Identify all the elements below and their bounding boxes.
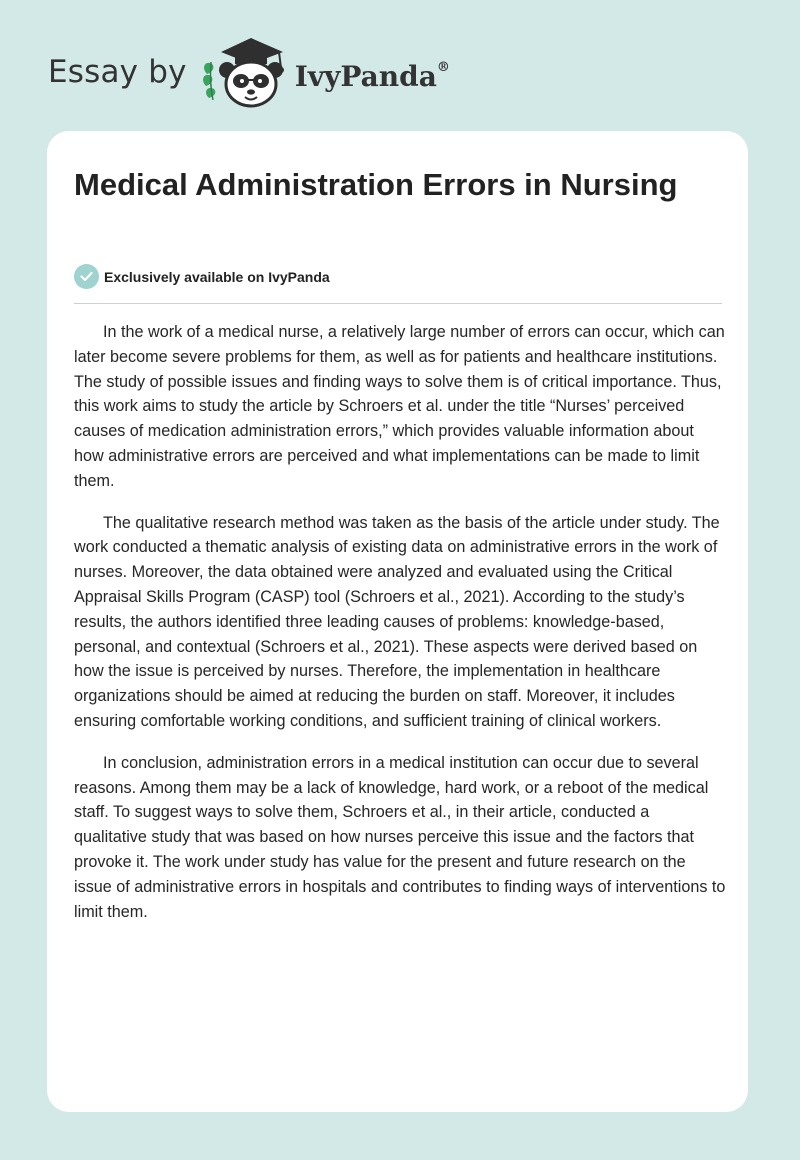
page-title: Medical Administration Errors in Nursing	[74, 167, 678, 202]
paragraph: The qualitative research method was taken as the basis of the article under study. The work conducted a thematic analysis of existing data on administrative errors in the work of nurses. Moreover, the data obtained were analyzed and evaluated using the Critical Appraisal Skills Program (CASP) tool (Schroers et al., 2021). According to the study’s results, the authors identified three leading causes of problems: knowledge-based, personal, and contextual (Schroers et al., 2021). These aspects were derived based on how the issue is perceived by nurses. Therefore, the implementation in healthcare organizations should be aimed at reducing the burden on staff. Moreover, it includes ensuring comfortable working conditions, and sufficient training of clinical workers.	[74, 513, 720, 730]
exclusive-badge	[74, 264, 330, 289]
essay-body	[74, 320, 726, 941]
site-header	[48, 34, 450, 110]
divider	[74, 303, 722, 304]
paragraph: In conclusion, administration errors in a medical institution can occur due to several reasons. Among them may be a lack of knowledge, hard work, or a reboot of the medical staff. To suggest ways to solve them, Schroers et al., in their article, conducted a qualitative study that was based on how nurses perceive this issue and the factors that provoke it. The work under study has value for the present and future research on the issue of administrative errors in hospitals and contributes to finding ways of interventions to limit them.	[74, 753, 726, 921]
brand-text: IvyPanda	[294, 59, 437, 93]
essay-card	[47, 131, 748, 1112]
panda-graduate-icon[interactable]	[201, 34, 293, 110]
brand-name[interactable]	[295, 60, 450, 93]
essay-by-label: Essay by	[48, 54, 187, 90]
badge-label: Exclusively available on IvyPanda	[104, 268, 330, 285]
check-icon	[74, 264, 99, 289]
registered-mark: ®	[436, 60, 450, 76]
paragraph: In the work of a medical nurse, a relatively large number of errors can occur, which can later become severe problems for them, as well as for patients and healthcare institutions. The study of possible issues and finding ways to solve them is of critical importance. Thus, this work aims to study the article by Schroers et al. under the title “Nurses’ perceived causes of medication administration errors,” which provides valuable information about how administrative errors are perceived and what implementations can be made to limit them.	[74, 323, 725, 490]
ivy-leaf-icon	[203, 62, 215, 100]
